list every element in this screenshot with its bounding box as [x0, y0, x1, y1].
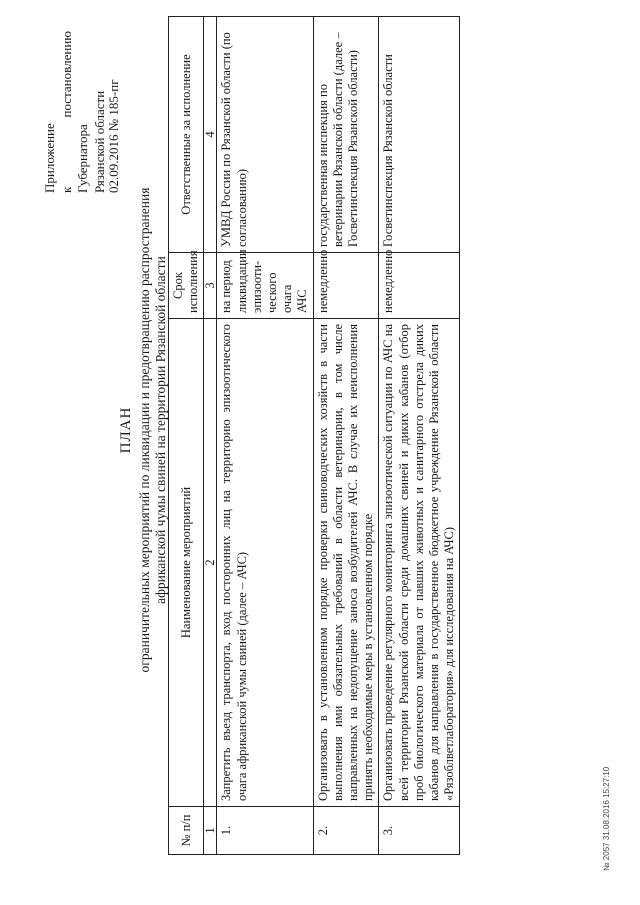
row-term: немедленно [379, 253, 460, 319]
measures-table [168, 16, 460, 855]
plan-title [118, 35, 169, 825]
annex-label: Приложение [42, 123, 57, 193]
plan-subtitle-line2: африканской чумы свиней на территории Рязанской области [153, 256, 168, 604]
col-index: 1 [204, 807, 217, 855]
row-action: Запретить въезд транспорта, вход посторонних лиц на территорию эпизоотического очага африканской чумы свиней (далее – АЧС) [217, 319, 313, 807]
annex-block [42, 31, 108, 193]
row-term: немедленно [313, 253, 379, 319]
col-header-num: № п/п [169, 807, 204, 855]
col-index: 3 [204, 253, 217, 319]
table-row [379, 17, 460, 855]
col-header-action: Наименование мероприятий [169, 319, 204, 807]
col-header-term: Срок исполнения [169, 253, 204, 319]
row-term: на период ликвидации эпизооти-ческого очага АЧС [217, 253, 313, 319]
annex-decree-line: к постановлению Губернатора [58, 31, 90, 193]
row-responsible: государственная инспекция по ветеринарии Рязанской области (далее – Госветинспекция Рязанской области) [313, 17, 379, 253]
plan-subtitle-line1: ограничительных мероприятий по ликвидации и предотвращению распространения [137, 187, 152, 673]
plan-heading: ПЛАН [118, 406, 134, 454]
row-responsible: Госветинспекция Рязанской области [379, 17, 460, 253]
col-index: 2 [204, 319, 217, 807]
row-responsible: УМВД России по Рязанской области (по согласованию) [217, 17, 313, 253]
table-row [313, 17, 379, 855]
row-number: 2. [313, 807, 379, 855]
decree-date-number: 02.09.2016 № 185-пг [106, 79, 121, 193]
table-index-row [204, 17, 217, 855]
registration-stamp: № 2057 31.08.2016 15:27:10 [602, 766, 611, 871]
col-index: 4 [204, 17, 217, 253]
row-action: Организовать проведение регулярного мониторинга эпизоотической ситуации по АЧС на всей территории Рязанской области среди домашних свиней и диких кабанов (отбор проб биологического материала от павших животных и санитарного отстрела диких кабанов для направления в государственное бюджетное учреждение Рязанской области «Рязоблветлаборатория» для исследования на АЧС) [379, 319, 460, 807]
row-number: 1. [217, 807, 313, 855]
table-header-row [169, 17, 204, 855]
row-action: Организовать в установленном порядке проверки свиноводческих хозяйств в части выполнения ими обязательных требований в области ветеринарии, в том числе направленных на недопущение заноса возбудителей АЧС. В случае их неисполнения принять необходимые меры в установленном порядке [313, 319, 379, 807]
col-header-responsible: Ответственные за исполнение [169, 17, 204, 253]
row-number: 3. [379, 807, 460, 855]
annex-region-line: Рязанской области [91, 90, 107, 193]
table-row [217, 17, 313, 855]
